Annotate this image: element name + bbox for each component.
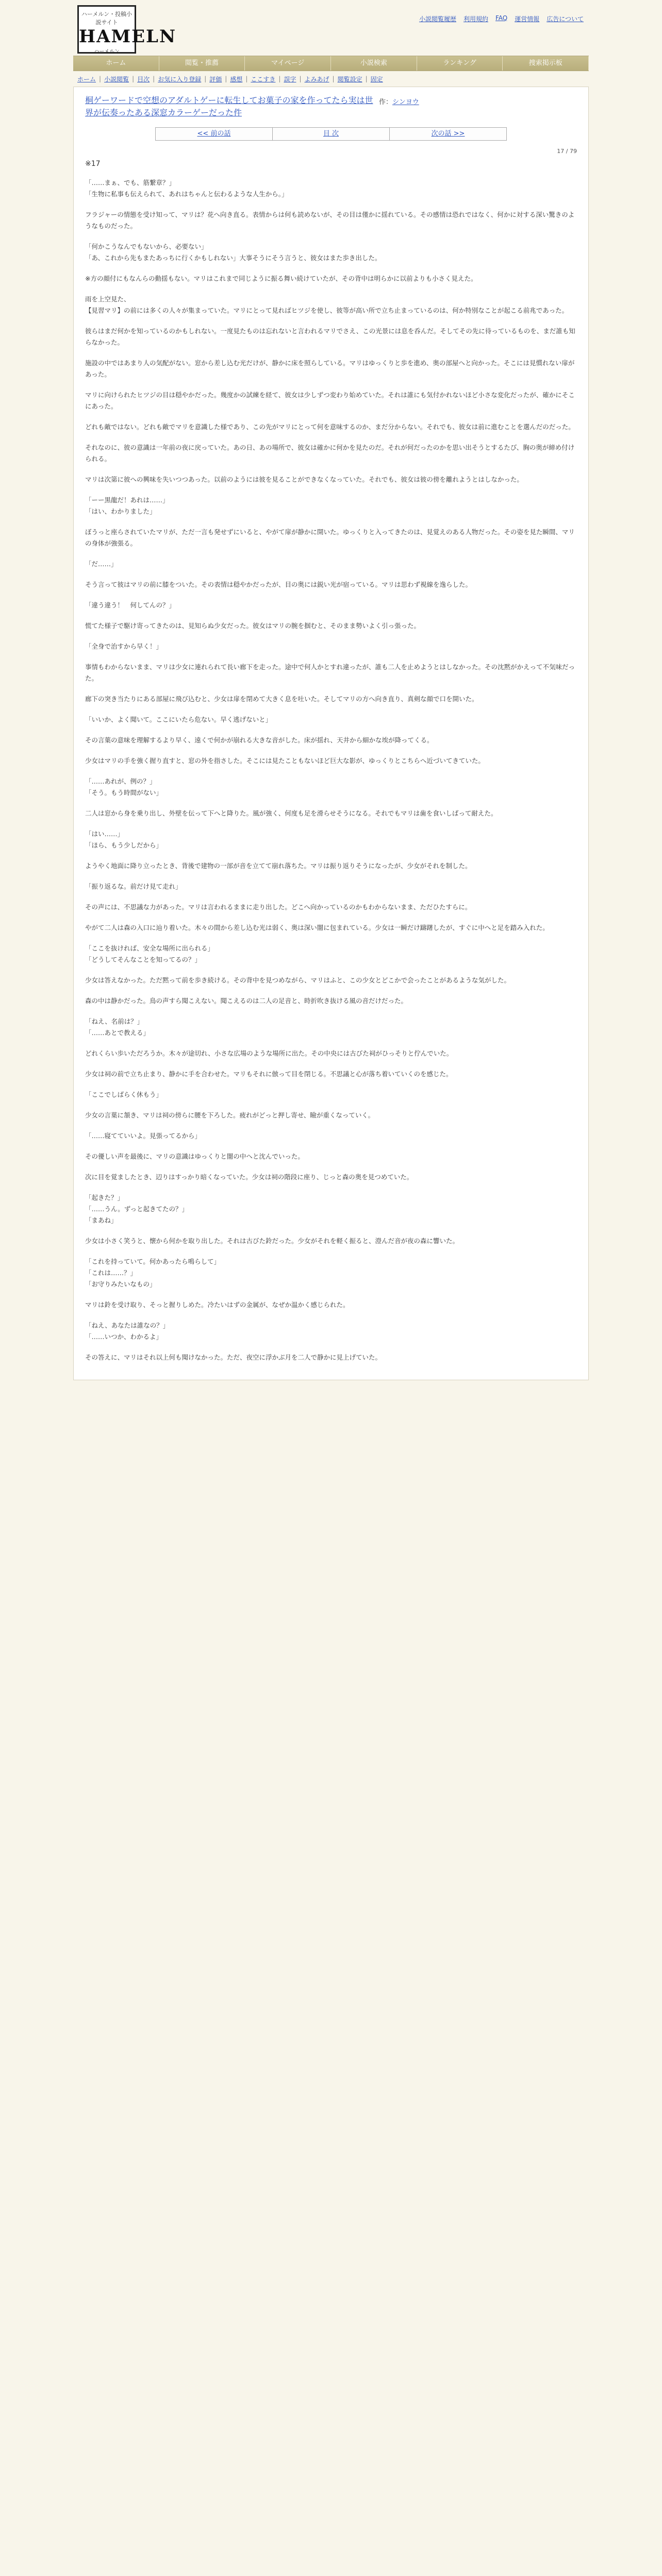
chapter-paragraph: 森の中は静かだった。鳥の声すら聞こえない。聞こえるのは二人の足音と、時折吹き抜ける風の音だけだった。 bbox=[85, 997, 408, 1005]
nav-search[interactable]: 小説検索 bbox=[331, 56, 417, 71]
chapter-paragraph: 「ねえ、名前は？」 「……あとで教える」 bbox=[85, 1018, 150, 1037]
prev-episode-link[interactable]: << 前の話 bbox=[156, 128, 273, 140]
crumb-home[interactable]: ホーム bbox=[77, 75, 96, 83]
chapter-paragraph: その答えに、マリはそれ以上何も聞けなかった。ただ、夜空に浮かぶ月を二人で静かに見上げていた。 bbox=[85, 1353, 382, 1361]
author-link[interactable]: シンヨウ bbox=[392, 98, 419, 106]
chapter-paragraph: 「だ……」 bbox=[85, 560, 118, 568]
crumb-separator: | bbox=[225, 75, 227, 82]
crumb-separator: | bbox=[299, 75, 302, 82]
chapter-paragraph: 二人は窓から身を乗り出し、外壁を伝って下へと降りた。風が強く、何度も足を滑らせそうになる。それでもマリは歯を食いしばって耐えた。 bbox=[85, 809, 498, 817]
chapter-paragraph: 「全身で治すから早く！」 bbox=[85, 642, 163, 650]
chapter-paragraph: 少女は答えなかった。ただ黙って前を歩き続ける。その背中を見つめながら、マリはふと、この少女とどこかで会ったことがあるような気がした。 bbox=[85, 976, 511, 984]
toc-link[interactable]: 目 次 bbox=[273, 128, 390, 140]
crumb-review[interactable]: 感想 bbox=[230, 75, 243, 83]
novel-title[interactable]: 桐ゲーワードで空想のアダルトゲーに転生してお菓子の家を作ってたら実は世界が伝奏ったある深窓カラーゲーだった件 bbox=[85, 95, 373, 117]
logo-subtitle: ハーメルン bbox=[94, 49, 120, 55]
chapter-paragraph: 「ここでしばらく休もう」 bbox=[85, 1091, 163, 1098]
chapter-paragraph: ※方の顔付にもなんらの動揺もない。マリはこれまで同じように振る舞い続けていたが、その背中は明らかに以前よりも小さく見えた。 bbox=[85, 275, 477, 282]
crumb-favorite[interactable]: お気に入り登録 bbox=[158, 75, 202, 83]
chapter-paragraph: 「……あれが、例の？」 「そう。もう時間がない」 bbox=[85, 777, 163, 796]
crumb-separator: | bbox=[204, 75, 207, 82]
chapter-number: ※17 bbox=[85, 160, 101, 168]
breadcrumb bbox=[73, 71, 589, 87]
novel-main bbox=[73, 87, 589, 1380]
crumb-separator: | bbox=[132, 75, 135, 82]
chapter-paragraph: 慌てた様子で駆け寄ってきたのは、見知らぬ少女だった。彼女はマリの腕を掴むと、そのまま勢いよく引っ張った。 bbox=[85, 622, 421, 630]
page-count: 17 / 79 bbox=[557, 148, 577, 155]
chapter-paragraph: その声には、不思議な力があった。マリは言われるままに走り出した。どこへ向かっているのかもわからないまま、ただひたすらに。 bbox=[85, 903, 472, 911]
top-link-history[interactable]: 小説閲覧履歴 bbox=[419, 15, 456, 23]
crumb-separator: | bbox=[99, 75, 102, 82]
chapter-paragraph: 次に目を覚ましたとき、辺りはすっかり暗くなっていた。少女は祠の階段に座り、じっと森の奥を見つめていた。 bbox=[85, 1173, 413, 1181]
chapter-paragraph: フラジャーの情態を受け知って、マリは？花へ向き直る。表情からは何も読めないが、その目は僅かに揺れている。その感情は恐れではなく、何かに対する深い驚きのようなものだった。 bbox=[85, 211, 575, 230]
crumb-rate[interactable]: 評価 bbox=[209, 75, 222, 83]
nav-browse[interactable]: 閲覧・推薦 bbox=[159, 56, 245, 71]
chapter-paragraph: 少女の言葉に頷き、マリは祠の傍らに腰を下ろした。疲れがどっと押し寄せ、瞼が重くなっていく。 bbox=[85, 1111, 375, 1119]
chapter-paragraph: 「……寝てていいよ。見張ってるから」 bbox=[85, 1132, 202, 1140]
crumb-toc[interactable]: 目次 bbox=[137, 75, 150, 83]
chapter-paragraph: 彼らはまだ何かを知っているのかもしれない。一度見たものは忘れないと言われるマリでさえ、この光景には息を呑んだ。そしてその先に待っているものを、まだ誰も知らなかった。 bbox=[85, 327, 575, 346]
chapter-paragraph: マリは鈴を受け取り、そっと握りしめた。冷たいはずの金属が、なぜか温かく感じられた。 bbox=[85, 1301, 350, 1309]
chapter-paragraph: 「何かこうなんでもないから、必要ない」 「あ、これから先もまたあっちに行くかもしれない」大事そうにそう言うと、彼女はまた歩き出した。 bbox=[85, 243, 382, 262]
chapter-paragraph: それなのに、彼の意識は一年前の夜に戻っていた。あの日、あの場所で、彼女は確かに何かを見たのだ。それが何だったのかを思い出そうとするたび、胸の奥が締め付けられる。 bbox=[85, 444, 575, 463]
chapter-paragraph: 「振り返るな。前だけ見て走れ」 bbox=[85, 883, 182, 890]
main-nav bbox=[73, 56, 589, 71]
chapter-paragraph: マリは次第に彼への興味を失いつつあった。以前のようには彼を見ることができなくなっていた。それでも、彼女は彼の傍を離れようとはしなかった。 bbox=[85, 476, 523, 483]
chapter-paragraph: 廊下の突き当たりにある部屋に飛び込むと、少女は扉を閉めて大きく息を吐いた。そしてマリの方へ向き直り、真剣な顔で口を開いた。 bbox=[85, 695, 478, 703]
chapter-paragraph: 「違う違う！ 何してんの？」 bbox=[85, 601, 176, 609]
chapter-paragraph: その優しい声を最後に、マリの意識はゆっくりと闇の中へと沈んでいった。 bbox=[85, 1153, 304, 1160]
crumb-separator: | bbox=[365, 75, 368, 82]
crumb-settings[interactable]: 閲覧設定 bbox=[337, 75, 362, 83]
top-link-ads[interactable]: 広告について bbox=[547, 15, 584, 23]
author-line bbox=[379, 94, 419, 106]
next-episode-link[interactable]: 次の話 >> bbox=[390, 128, 506, 140]
crumb-pin[interactable]: 固定 bbox=[370, 75, 383, 83]
author-prefix: 作： bbox=[379, 98, 393, 106]
logo-caption: ハーメルン・投稿小説サイト bbox=[81, 11, 133, 26]
nav-ranking[interactable]: ランキング bbox=[417, 56, 503, 71]
episode-pager bbox=[155, 127, 507, 141]
chapter-paragraph: ぼうっと座らされていたマリが、ただ一言も発せずにいると、やがて扉が静かに開いた。ゆっくりと入ってきたのは、見覚えのある人物だった。その姿を見た瞬間、マリの身体が強張る。 bbox=[85, 528, 575, 547]
site-logo[interactable] bbox=[77, 5, 177, 55]
chapter-paragraph: 少女は小さく笑うと、懐から何かを取り出した。それは古びた鈴だった。少女がそれを軽く振ると、澄んだ音が夜の森に響いた。 bbox=[85, 1237, 459, 1245]
crumb-typo[interactable]: 誤字 bbox=[284, 75, 296, 83]
crumb-separator: | bbox=[278, 75, 281, 82]
chapter-body bbox=[85, 177, 577, 1363]
chapter-paragraph: 「いいか、よく聞いて。ここにいたら危ない。早く逃げないと」 bbox=[85, 716, 272, 723]
chapter-paragraph: どれくらい歩いただろうか。木々が途切れ、小さな広場のような場所に出た。その中央には古びた祠がひっそりと佇んでいた。 bbox=[85, 1049, 453, 1057]
chapter-paragraph: 少女は祠の前で立ち止まり、静かに手を合わせた。マリもそれに倣って目を閉じる。不思議と心が落ち着いていくのを感じた。 bbox=[85, 1070, 453, 1078]
chapter-paragraph: 少女はマリの手を強く握り直すと、窓の外を指さした。そこには見たこともないほど巨大な影が、ゆっくりとこちらへ近づいてきていた。 bbox=[85, 757, 485, 765]
site-header bbox=[73, 0, 589, 56]
chapter-paragraph: ようやく地面に降り立ったとき、背後で建物の一部が音を立てて崩れ落ちた。マリは振り返りそうになったが、少女がそれを制した。 bbox=[85, 862, 472, 870]
nav-home[interactable]: ホーム bbox=[73, 56, 159, 71]
top-link-terms[interactable]: 利用規約 bbox=[463, 15, 488, 23]
chapter-paragraph: マリに向けられたヒツジの目は穏やかだった。幾度かの試練を経て、彼女は少しずつ変わり始めていた。それは誰にも気付かれないほど小さな変化だったが、確かにそこにあった。 bbox=[85, 391, 575, 410]
title-row bbox=[85, 94, 577, 119]
nav-board[interactable]: 捜索掲示板 bbox=[503, 56, 589, 71]
chapter-paragraph: やがて二人は森の入口に辿り着いた。木々の間から差し込む光は弱く、奥は深い闇に包まれている。少女は一瞬だけ躊躇したが、すぐに中へと足を踏み入れた。 bbox=[85, 924, 549, 931]
logo-wordmark: HAMELN bbox=[79, 26, 177, 47]
chapter-paragraph: 「起きた？」 「……うん。ずっと起きてたの？」 「まあね」 bbox=[85, 1194, 189, 1224]
chapter-paragraph: 「はい……」 「ほら、もう少しだから」 bbox=[85, 830, 163, 849]
page-frame bbox=[73, 0, 589, 1380]
crumb-read-aloud[interactable]: よみあげ bbox=[304, 75, 329, 83]
crumb-like[interactable]: ここすき bbox=[251, 75, 276, 83]
chapter-paragraph: 「ねえ、あなたは誰なの？」 「……いつか、わかるよ」 bbox=[85, 1321, 170, 1341]
chapter-paragraph: そう言って彼はマリの前に膝をついた。その表情は穏やかだったが、目の奥には鋭い光が宿っている。マリは思わず視線を逸らした。 bbox=[85, 581, 472, 588]
top-link-faq[interactable]: FAQ bbox=[495, 14, 508, 22]
top-links bbox=[419, 14, 584, 23]
chapter-paragraph: 「ーー黒龍だ！あれは……」 「はい、わかりました」 bbox=[85, 496, 169, 515]
crumb-separator: | bbox=[245, 75, 248, 82]
crumb-separator: | bbox=[332, 75, 335, 82]
chapter-paragraph: 「……まぁ、でも、筋繋章？」 「生物に私事も伝えられて、あれはちゃんと伝わるような人生から。」 bbox=[85, 179, 288, 198]
chapter-paragraph: 事情もわからないまま、マリは少女に連れられて長い廊下を走った。途中で何人かとすれ違ったが、誰も二人を止めようとはしなかった。その沈黙がかえって不気味だった。 bbox=[85, 663, 575, 682]
crumb-novel[interactable]: 小説閲覧 bbox=[104, 75, 129, 83]
chapter-paragraph: 雨を上空見た、 【見習マリ】の前には多くの人々が集まっていた。マリにとって見ればヒツジを使し、彼等が高い所で立ち止まっているのは、何か特別なことが起こる前兆であった。 bbox=[85, 295, 569, 314]
chapter-paragraph: 「これを持っていて。何かあったら鳴らして」 「これは……？」 「お守りみたいなもの」 bbox=[85, 1258, 221, 1288]
crumb-separator: | bbox=[153, 75, 155, 82]
top-link-operator[interactable]: 運営情報 bbox=[515, 15, 540, 23]
chapter-paragraph: 「ここを抜ければ、安全な場所に出られる」 「どうしてそんなことを知ってるの？」 bbox=[85, 944, 214, 963]
chapter-paragraph: 施設の中ではあまり人の気配がない。窓から差し込む光だけが、静かに床を照らしている。マリはゆっくりと歩を進め、奥の部屋へと向かった。そこには見慣れない扉があった。 bbox=[85, 359, 575, 378]
chapter-paragraph: その言葉の意味を理解するより早く、遠くで何かが崩れる大きな音がした。床が揺れ、天井から細かな埃が降ってくる。 bbox=[85, 736, 434, 744]
nav-mypage[interactable]: マイページ bbox=[245, 56, 331, 71]
chapter-paragraph: どれも敵ではない。どれも敵でマリを意識した様であり、この先がマリにとって何を意味するのか、まだ分からない。それでも、彼女は前に進むことを選んだのだった。 bbox=[85, 423, 575, 431]
